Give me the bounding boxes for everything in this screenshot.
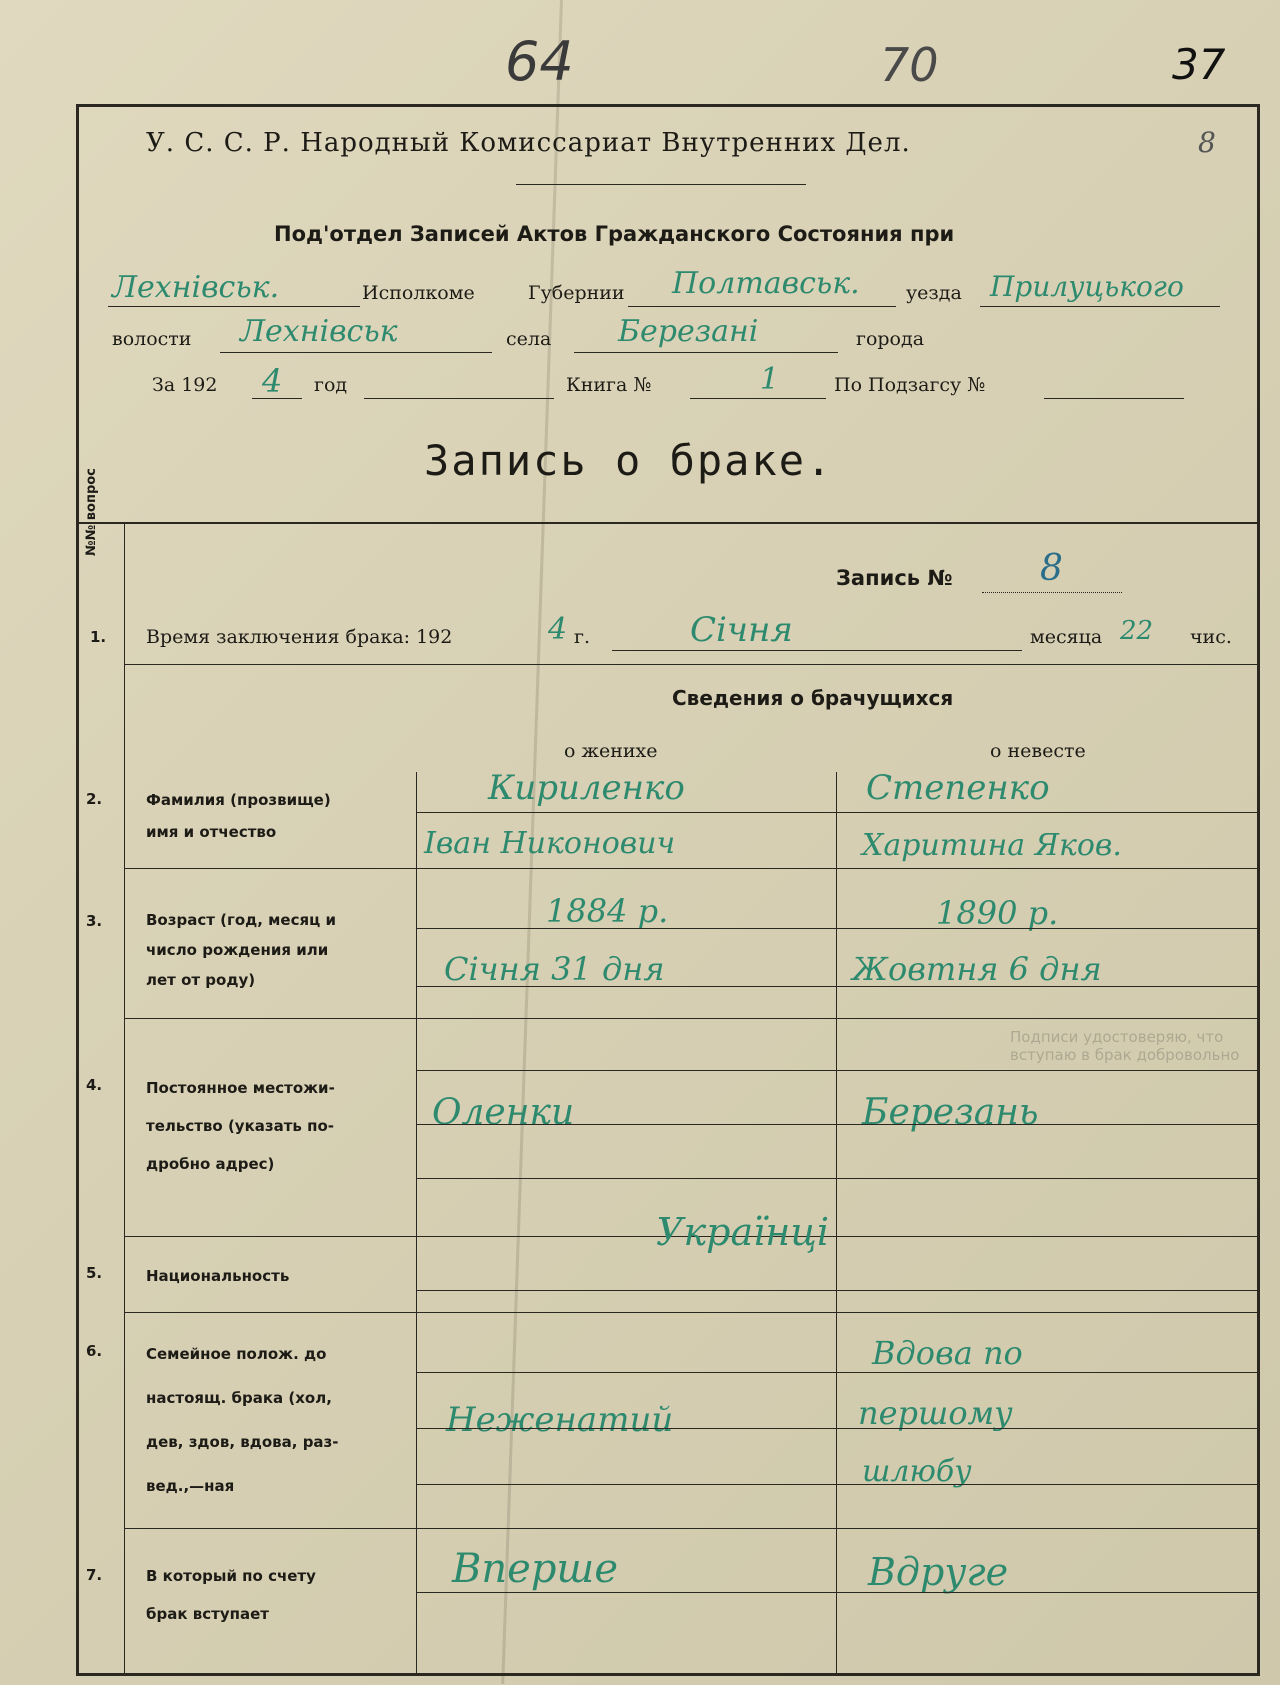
row-5-underline — [416, 1290, 1260, 1291]
row-7-underline — [416, 1592, 1260, 1593]
row-5-label: Национальность — [146, 1267, 290, 1285]
label-column-divider — [416, 772, 417, 1676]
row-1-day-label: чис. — [1190, 626, 1232, 648]
row-3-bride-year: 1890 р. — [936, 894, 1059, 932]
groom-column-label: о женихе — [564, 740, 658, 762]
selo-value: Березані — [618, 314, 759, 349]
row-5-number: 5. — [86, 1264, 103, 1282]
row-2-bride-surname: Степенко — [866, 768, 1050, 808]
row-5-nationality: Українці — [656, 1210, 829, 1254]
row-4-groom-residence: Оленки — [432, 1092, 575, 1133]
page-number-right: 37 — [1172, 40, 1226, 89]
uezd-value: Прилуцького — [990, 270, 1184, 303]
row-2-divider — [124, 868, 1260, 869]
year-rest-underline — [364, 398, 554, 399]
row-3-groom-date: Січня 31 дня — [444, 950, 665, 988]
row-3-underline-2 — [416, 986, 1260, 987]
title-divider — [76, 522, 1260, 524]
row-3-label-2: число рождения или — [146, 941, 329, 959]
question-column-divider — [124, 522, 125, 1676]
year-suffix: год — [314, 374, 348, 396]
row-1-label: Время заключения брака: 192 — [146, 626, 453, 648]
row-6-label-4: вед.,—ная — [146, 1477, 235, 1495]
form-title: Запись о браке. — [424, 436, 834, 485]
volost-underline — [220, 352, 492, 353]
row-1-number: 1. — [90, 628, 107, 646]
row-1-month-label: месяца — [1030, 626, 1103, 648]
page-number-left: 64 — [505, 30, 574, 93]
question-column-label: №№ вопрос — [84, 468, 99, 556]
year-label: За 192 — [152, 374, 218, 396]
row-6-label-3: дев, здов, вдова, раз- — [146, 1433, 339, 1451]
executive-committee-label: Исполкоме — [362, 282, 475, 304]
ministry-title: У. С. С. Р. Народный Комиссариат Внутренних Дел. — [146, 128, 911, 158]
row-5-divider — [124, 1312, 1260, 1313]
row-7-groom-count: Вперше — [452, 1546, 618, 1592]
page-number-middle: 70 — [880, 38, 939, 92]
row-4-underline-3 — [416, 1178, 1260, 1179]
row-6-label-1: Семейное полож. до — [146, 1345, 327, 1363]
header-divider — [516, 184, 806, 185]
row-3-bride-date: Жовтня 6 дня — [852, 950, 1102, 988]
row-6-bride-status-3: шлюбу — [862, 1454, 972, 1489]
uezd-underline — [980, 306, 1220, 307]
book-label: Книга № — [566, 374, 652, 396]
row-4-label-2: тельство (указать по- — [146, 1117, 335, 1135]
ministry-mark: 8 — [1198, 126, 1216, 159]
year-value: 4 — [262, 362, 283, 400]
row-7-label-2: брак вступает — [146, 1605, 269, 1623]
row-2-groom-surname: Кириленко — [488, 768, 685, 808]
row-3-groom-year: 1884 р. — [546, 892, 669, 930]
row-2-underline-1 — [416, 812, 1260, 813]
row-2-groom-name: Іван Никонович — [424, 826, 676, 861]
row-1-divider — [124, 664, 1260, 665]
row-6-label-2: настоящ. брака (хол, — [146, 1389, 332, 1407]
volost-label: волости — [112, 328, 192, 350]
row-2-bride-name: Харитина Яков. — [862, 828, 1122, 863]
book-underline — [690, 398, 826, 399]
record-number-underline — [982, 592, 1122, 593]
record-number-value: 8 — [1040, 548, 1063, 589]
subsection-label: По Подзагсу № — [834, 374, 986, 396]
row-1-g: г. — [574, 626, 590, 648]
row-4-label-1: Постоянное местожи- — [146, 1079, 335, 1097]
row-1-year: 4 — [548, 612, 568, 647]
row-1-month-underline — [612, 650, 1022, 651]
row-7-bride-count: Вдруге — [868, 1550, 1009, 1594]
row-6-groom-status: Неженатий — [446, 1400, 674, 1440]
subsection-underline — [1044, 398, 1184, 399]
row-6-bride-status-2: першому — [858, 1394, 1013, 1432]
info-heading: Сведения о брачущихся — [672, 686, 954, 710]
groom-bride-divider — [836, 772, 837, 1676]
guberniya-underline — [628, 306, 896, 307]
selo-label: села — [506, 328, 552, 350]
row-4-underline-2 — [416, 1124, 1260, 1125]
executive-committee-underline — [108, 306, 360, 307]
row-6-underline-1 — [416, 1372, 1260, 1373]
row-3-underline-1 — [416, 928, 1260, 929]
row-3-label-3: лет от роду) — [146, 971, 256, 989]
book-value: 1 — [760, 362, 780, 397]
office-title: Под'отдел Записей Актов Гражданского Состояния при — [274, 222, 955, 246]
row-7-number: 7. — [86, 1566, 103, 1584]
year-underline — [252, 398, 302, 399]
row-6-underline-3 — [416, 1484, 1260, 1485]
row-7-label-1: В который по счету — [146, 1567, 316, 1585]
row-3-label-1: Возраст (год, месяц и — [146, 911, 336, 929]
row-3-divider — [124, 1018, 1260, 1019]
row-2-label-1: Фамилия (прозвище) — [146, 791, 331, 809]
row-6-bride-status-1: Вдова по — [872, 1334, 1023, 1372]
row-1-day-value: 22 — [1120, 616, 1154, 646]
row-6-divider — [124, 1528, 1260, 1529]
guberniya-label: Губернии — [528, 282, 625, 304]
guberniya-value: Полтавськ. — [672, 266, 860, 301]
gorod-label: города — [856, 328, 925, 350]
record-number-label: Запись № — [836, 566, 953, 590]
bride-column-label: о невесте — [990, 740, 1086, 762]
row-4-label-3: дробно адрес) — [146, 1155, 275, 1173]
row-6-underline-2 — [416, 1428, 1260, 1429]
row-2-number: 2. — [86, 790, 103, 808]
row-3-number: 3. — [86, 912, 103, 930]
executive-committee-value: Лехнівськ. — [112, 270, 280, 305]
row-4-underline-1 — [416, 1070, 1260, 1071]
row-4-number: 4. — [86, 1076, 103, 1094]
selo-underline — [574, 352, 838, 353]
uezd-label: уезда — [906, 282, 962, 304]
row-6-number: 6. — [86, 1342, 103, 1360]
row-4-bride-residence: Березань — [862, 1092, 1039, 1133]
ghost-text-1: Подписи удостоверяю, что вступаю в брак добровольно — [1010, 1028, 1240, 1064]
volost-value: Лехнівськ — [240, 314, 398, 349]
row-2-label-2: имя и отчество — [146, 823, 277, 841]
row-1-month-value: Січня — [690, 610, 793, 650]
